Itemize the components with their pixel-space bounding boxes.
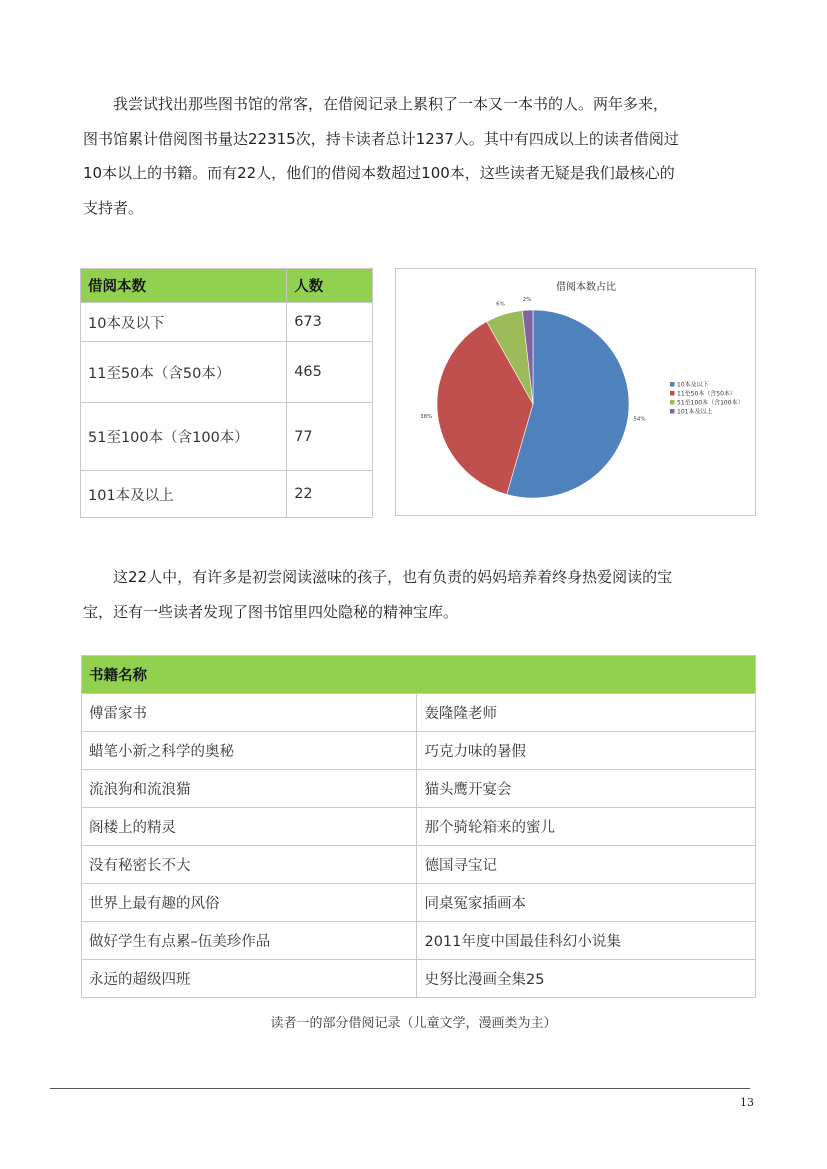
table-row	[82, 922, 756, 960]
pie-percent-label: 54%	[633, 416, 646, 423]
header-people: 人数	[287, 269, 373, 303]
legend-entry: 10本及以下	[677, 381, 709, 389]
table-row	[82, 884, 756, 922]
book-title-cell: 那个骑轮箱来的蜜儿	[417, 808, 756, 846]
book-title-table	[81, 655, 756, 998]
table-row	[81, 403, 373, 471]
legend-entry: 51至100本（含100本）	[677, 399, 744, 407]
book-title-cell: 蜡笔小新之科学的奥秘	[82, 732, 417, 770]
pie-percent-label: 6%	[496, 301, 505, 308]
table-cell: 77	[287, 403, 373, 471]
table-cell: 51至100本（含100本）	[81, 403, 287, 471]
table-cell: 11至50本（含50本）	[81, 342, 287, 403]
book-title-cell: 没有秘密长不大	[82, 846, 417, 884]
footer-divider	[50, 1088, 750, 1089]
pie-percent-label: 2%	[522, 296, 532, 303]
legend-swatch	[670, 391, 675, 396]
table-cell: 673	[287, 303, 373, 342]
table-cell: 10本及以下	[81, 303, 287, 342]
borrow-count-table	[80, 268, 373, 518]
book-title-cell: 轰隆隆老师	[417, 694, 756, 732]
intro-line: 我尝试找出那些图书馆的常客，在借阅记录上累积了一本又一本书的人。两年多来，	[83, 95, 669, 113]
pie-chart-svg	[396, 269, 755, 515]
intro-line: 10本以上的书籍。而有22人，他们的借阅本数超过100本，这些读者无疑是我们最核心的	[83, 164, 675, 182]
book-title-cell: 德国寻宝记	[417, 846, 756, 884]
table-caption: 读者一的部分借阅记录（儿童文学，漫画类为主）	[270, 1016, 557, 1031]
table-row	[82, 694, 756, 732]
header-borrow-count: 借阅本数	[81, 269, 287, 303]
legend-swatch	[670, 409, 675, 414]
book-title-cell: 阁楼上的精灵	[82, 808, 417, 846]
middle-paragraph	[83, 560, 743, 629]
table-row	[81, 303, 373, 342]
table-row	[82, 808, 756, 846]
legend-swatch	[670, 382, 675, 387]
pie-percent-label: 38%	[420, 413, 433, 420]
pie-chart	[395, 268, 756, 516]
table-row	[82, 960, 756, 998]
table-row	[81, 471, 373, 518]
page-number: 13	[740, 1096, 754, 1109]
book-title-cell: 2011年度中国最佳科幻小说集	[417, 922, 756, 960]
table-header-row	[82, 656, 756, 694]
table-header-row	[81, 269, 373, 303]
intro-line: 图书馆累计借阅图书量达22315次，持卡读者总计1237人。其中有四成以上的读者借阅过	[83, 129, 679, 148]
book-title-cell: 巧克力味的暑假	[417, 732, 756, 770]
book-title-cell: 世界上最有趣的风俗	[82, 884, 417, 922]
book-title-cell: 永远的超级四班	[82, 960, 417, 998]
table-row	[81, 342, 373, 403]
intro-paragraph	[83, 87, 743, 225]
legend-swatch	[670, 400, 675, 405]
middle-line: 宝，还有一些读者发现了图书馆里四处隐秘的精神宝库。	[83, 602, 459, 621]
book-title-cell: 傅雷家书	[82, 694, 417, 732]
header-book-title: 书籍名称	[82, 656, 756, 694]
table-row	[82, 770, 756, 808]
table-cell: 22	[287, 471, 373, 518]
middle-line: 这22人中，有许多是初尝阅读滋味的孩子，也有负责的妈妈培养着终身热爱阅读的宝	[83, 568, 673, 586]
legend-entry: 11至50本（含50本）	[677, 390, 736, 398]
chart-title: 借阅本数占比	[556, 282, 616, 293]
book-title-cell: 流浪狗和流浪猫	[82, 770, 417, 808]
table-row	[82, 732, 756, 770]
book-title-cell: 史努比漫画全集25	[417, 960, 756, 998]
table-row	[82, 846, 756, 884]
legend-entry: 101本及以上	[677, 408, 713, 416]
book-title-cell: 猫头鹰开宴会	[417, 770, 756, 808]
book-title-cell: 做好学生有点累–伍美珍作品	[82, 922, 417, 960]
book-title-cell: 同桌冤家插画本	[417, 884, 756, 922]
intro-line: 支持者。	[83, 198, 144, 217]
table-cell: 101本及以上	[81, 471, 287, 518]
table-cell: 465	[287, 342, 373, 403]
